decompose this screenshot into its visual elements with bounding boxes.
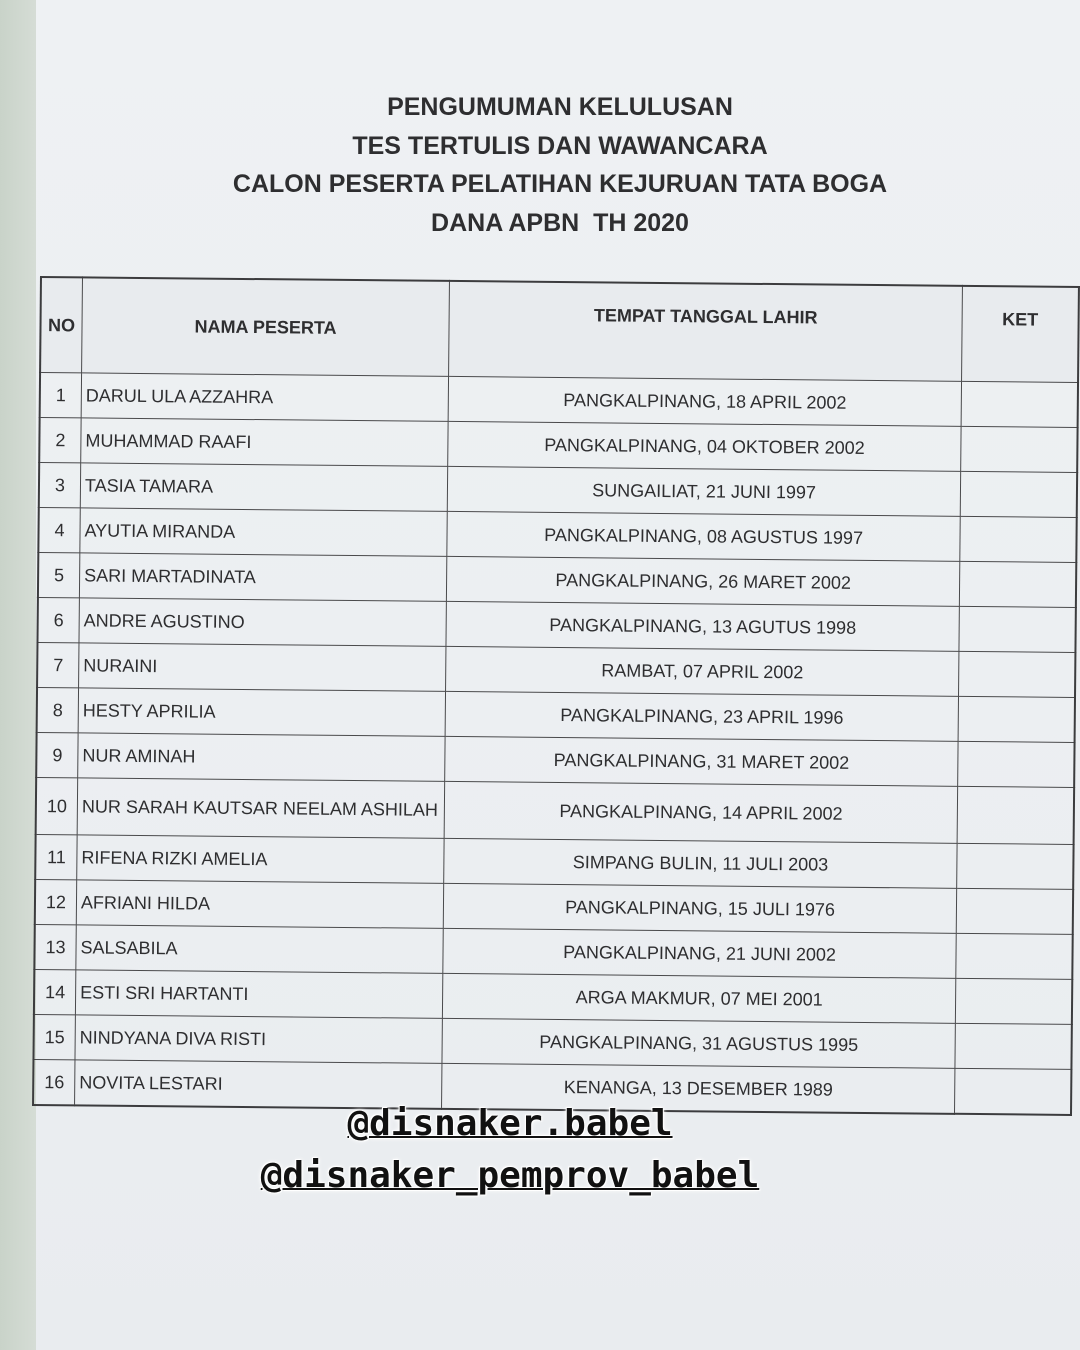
header-ket: KET bbox=[962, 286, 1079, 383]
birth-place-date: SIMPANG BULIN, 11 JULI 2003 bbox=[444, 838, 957, 888]
remarks-cell bbox=[958, 696, 1075, 742]
row-number: 11 bbox=[35, 834, 77, 879]
participant-table bbox=[32, 276, 1080, 1116]
row-number: 8 bbox=[37, 687, 79, 732]
participant-name: ESTI SRI HARTANTI bbox=[75, 970, 443, 1019]
row-number: 1 bbox=[40, 373, 82, 418]
heading-line-3: CALON PESERTA PELATIHAN KEJURUAN TATA BOGA bbox=[232, 170, 888, 198]
remarks-cell bbox=[961, 381, 1078, 427]
participant-name: RIFENA RIZKI AMELIA bbox=[77, 835, 445, 884]
table-row bbox=[36, 777, 1074, 844]
birth-place-date: PANGKALPINANG, 15 JULI 1976 bbox=[443, 883, 956, 933]
document-heading bbox=[160, 88, 960, 242]
birth-place-date: ARGA MAKMUR, 07 MEI 2001 bbox=[442, 973, 955, 1023]
remarks-cell bbox=[957, 843, 1074, 889]
participant-name: SARI MARTADINATA bbox=[79, 553, 447, 602]
row-number: 3 bbox=[39, 463, 81, 508]
participant-name: NUR SARAH KAUTSAR NEELAM ASHILAH bbox=[77, 778, 445, 839]
background-edge bbox=[0, 0, 38, 1350]
header-birth: TEMPAT TANGGAL LAHIR bbox=[449, 281, 963, 381]
participant-name: DARUL ULA AZZAHRA bbox=[81, 373, 449, 422]
table-header-row bbox=[40, 277, 1079, 382]
row-number: 9 bbox=[36, 732, 78, 777]
participant-name: NURAINI bbox=[79, 643, 447, 692]
remarks-cell bbox=[956, 933, 1073, 979]
birth-place-date: PANGKALPINANG, 18 APRIL 2002 bbox=[448, 376, 961, 426]
header-no: NO bbox=[40, 277, 82, 373]
row-number: 16 bbox=[33, 1059, 75, 1105]
remarks-cell bbox=[955, 1068, 1072, 1115]
birth-place-date: PANGKALPINANG, 21 JUNI 2002 bbox=[443, 928, 956, 978]
remarks-cell bbox=[959, 651, 1076, 697]
birth-place-date: PANGKALPINANG, 14 APRIL 2002 bbox=[444, 781, 958, 843]
row-number: 7 bbox=[37, 642, 79, 687]
birth-place-date: RAMBAT, 07 APRIL 2002 bbox=[446, 646, 959, 696]
participant-name: AFRIANI HILDA bbox=[76, 880, 444, 929]
birth-place-date: PANGKALPINANG, 31 AGUSTUS 1995 bbox=[442, 1018, 955, 1068]
social-handle-disnaker-babel[interactable]: @disnaker.babel bbox=[347, 1103, 673, 1144]
participant-name: MUHAMMAD RAAFI bbox=[81, 418, 449, 467]
heading-line-2: TES TERTULIS DAN WAWANCARA bbox=[352, 131, 768, 160]
row-number: 14 bbox=[34, 969, 76, 1014]
participant-name: NOVITA LESTARI bbox=[75, 1060, 443, 1109]
row-number: 4 bbox=[38, 507, 80, 552]
row-number: 5 bbox=[38, 552, 80, 597]
row-number: 10 bbox=[36, 777, 78, 834]
birth-place-date: SUNGAILIAT, 21 JUNI 1997 bbox=[447, 466, 960, 516]
birth-place-date: PANGKALPINANG, 04 OKTOBER 2002 bbox=[448, 421, 961, 471]
participant-name: NINDYANA DIVA RISTI bbox=[75, 1015, 443, 1064]
social-handle-disnaker-pemprov-babel[interactable]: @disnaker_pemprov_babel bbox=[260, 1155, 760, 1196]
birth-place-date: PANGKALPINANG, 26 MARET 2002 bbox=[446, 556, 959, 606]
remarks-cell bbox=[955, 978, 1072, 1024]
birth-place-date: PANGKALPINANG, 23 APRIL 1996 bbox=[445, 691, 958, 741]
remarks-cell bbox=[959, 561, 1076, 607]
birth-place-date: PANGKALPINANG, 08 AGUSTUS 1997 bbox=[447, 511, 960, 561]
social-handles bbox=[150, 1098, 870, 1202]
participant-name: NUR AMINAH bbox=[78, 733, 446, 782]
row-number: 13 bbox=[34, 924, 76, 969]
participant-name: ANDRE AGUSTINO bbox=[79, 598, 447, 647]
remarks-cell bbox=[960, 516, 1077, 562]
birth-place-date: KENANGA, 13 DESEMBER 1989 bbox=[442, 1063, 955, 1113]
participant-name: AYUTIA MIRANDA bbox=[80, 508, 448, 557]
remarks-cell bbox=[961, 426, 1078, 472]
participant-name: SALSABILA bbox=[76, 925, 444, 974]
remarks-cell bbox=[955, 1023, 1072, 1069]
participant-table-container bbox=[32, 276, 1080, 1116]
heading-line-4: DANA APBN TH 2020 bbox=[431, 208, 689, 237]
participant-name: TASIA TAMARA bbox=[80, 463, 448, 512]
remarks-cell bbox=[957, 786, 1074, 844]
participant-name: HESTY APRILIA bbox=[78, 688, 446, 737]
birth-place-date: PANGKALPINANG, 31 MARET 2002 bbox=[445, 736, 958, 786]
remarks-cell bbox=[960, 471, 1077, 517]
row-number: 6 bbox=[37, 597, 79, 642]
heading-line-1: PENGUMUMAN KELULUSAN bbox=[387, 93, 733, 121]
remarks-cell bbox=[958, 741, 1075, 787]
remarks-cell bbox=[959, 606, 1076, 652]
row-number: 12 bbox=[35, 879, 77, 924]
row-number: 2 bbox=[39, 418, 81, 463]
remarks-cell bbox=[956, 888, 1073, 934]
birth-place-date: PANGKALPINANG, 13 AGUTUS 1998 bbox=[446, 601, 959, 651]
row-number: 15 bbox=[33, 1014, 75, 1059]
header-name: NAMA PESERTA bbox=[82, 277, 450, 376]
